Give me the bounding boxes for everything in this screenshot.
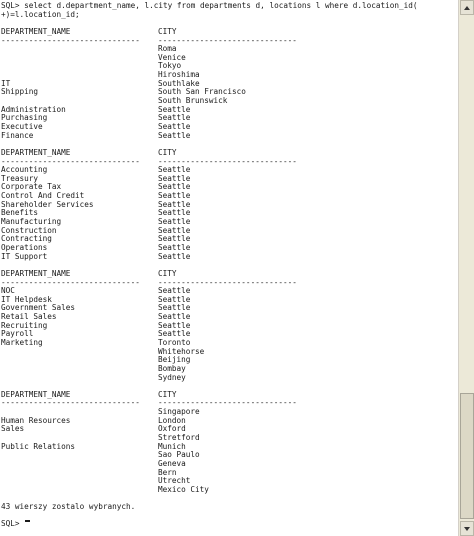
table-row: [1, 201, 418, 210]
table-row: [1, 296, 418, 305]
city-cell: Seattle: [158, 295, 191, 304]
table-row: [1, 451, 418, 460]
table-row: [1, 71, 418, 80]
sql-query-line: +)=l.location_id;: [1, 9, 80, 19]
table-row: [1, 45, 418, 54]
city-cell: Whitehorse: [158, 347, 205, 356]
city-cell: Seattle: [158, 122, 191, 131]
city-cell: Munich: [158, 442, 186, 451]
city-cell: CITY: [158, 269, 177, 278]
department-name-cell: Manufacturing: [1, 218, 62, 227]
table-row: [1, 374, 418, 383]
city-cell: South San Francisco: [158, 88, 246, 97]
department-name-cell: [1, 71, 158, 80]
department-name-cell: Public Relations: [1, 442, 76, 451]
table-row: [1, 356, 418, 365]
department-name-cell: Executive: [1, 122, 43, 131]
table-row: [1, 253, 418, 262]
city-cell: Sao Paulo: [158, 451, 200, 460]
city-cell: CITY: [158, 148, 177, 157]
department-name-cell: Government Sales: [1, 304, 76, 313]
department-name-cell: Retail Sales: [1, 313, 57, 322]
table-row: [1, 97, 418, 106]
table-row: [1, 88, 418, 97]
department-name-cell: Contracting: [1, 235, 52, 244]
table-row: [1, 244, 418, 253]
department-name-cell: ------------------------------: [1, 399, 140, 408]
row-count-message: 43 wierszy zostalo wybranych.: [1, 502, 136, 512]
department-name-cell: IT Support: [1, 252, 48, 261]
city-cell: Toronto: [158, 338, 191, 347]
column-header-row: [1, 149, 418, 158]
scroll-up-button[interactable]: [460, 0, 474, 15]
table-row: [1, 460, 418, 469]
department-name-cell: [1, 54, 158, 63]
department-name-cell: [1, 45, 158, 54]
city-cell: Seattle: [158, 131, 191, 140]
department-name-cell: Marketing: [1, 338, 43, 347]
city-cell: CITY: [158, 27, 177, 36]
department-name-cell: Control And Credit: [1, 192, 85, 201]
table-row: [1, 425, 418, 434]
table-row: [1, 469, 418, 478]
table-row: [1, 166, 418, 175]
department-name-cell: [1, 365, 158, 374]
city-cell: Geneva: [158, 459, 186, 468]
blank-line: [1, 140, 418, 149]
department-name-cell: Finance: [1, 131, 34, 140]
table-row: [1, 486, 418, 495]
blank-line: [1, 19, 418, 28]
department-name-cell: [1, 477, 158, 486]
column-header-row: [1, 28, 418, 37]
department-name-cell: Corporate Tax: [1, 183, 62, 192]
table-row: [1, 183, 418, 192]
separator-row: [1, 399, 418, 408]
table-row: [1, 175, 418, 184]
department-name-cell: DEPARTMENT_NAME: [1, 390, 71, 399]
city-cell: Seattle: [158, 218, 191, 227]
department-name-cell: Purchasing: [1, 114, 48, 123]
city-cell: Bombay: [158, 364, 186, 373]
city-cell: Seattle: [158, 174, 191, 183]
city-cell: Seattle: [158, 287, 191, 296]
department-name-cell: DEPARTMENT_NAME: [1, 27, 71, 36]
table-row: [1, 54, 418, 63]
table-row: [1, 477, 418, 486]
city-cell: Seattle: [158, 209, 191, 218]
city-cell: ------------------------------: [158, 157, 297, 166]
table-row: [1, 443, 418, 452]
department-name-cell: IT Helpdesk: [1, 295, 52, 304]
column-header-row: [1, 391, 418, 400]
table-row: [1, 227, 418, 236]
department-name-cell: Recruiting: [1, 321, 48, 330]
city-cell: Oxford: [158, 425, 186, 434]
department-name-cell: [1, 434, 158, 443]
separator-row: [1, 37, 418, 46]
city-cell: Seattle: [158, 304, 191, 313]
department-name-cell: DEPARTMENT_NAME: [1, 269, 71, 278]
city-cell: Seattle: [158, 252, 191, 261]
department-name-cell: [1, 451, 158, 460]
table-row: [1, 330, 418, 339]
city-cell: ------------------------------: [158, 278, 297, 287]
department-name-cell: DEPARTMENT_NAME: [1, 148, 71, 157]
city-cell: South Brunswick: [158, 97, 228, 106]
vertical-scrollbar[interactable]: [458, 0, 474, 536]
text-cursor: [25, 520, 30, 522]
scrollbar-thumb[interactable]: [460, 393, 474, 519]
city-cell: Seattle: [158, 192, 191, 201]
city-cell: Mexico City: [158, 485, 209, 494]
arrow-up-icon: [464, 6, 470, 10]
department-name-cell: [1, 408, 158, 417]
department-name-cell: ------------------------------: [1, 278, 140, 287]
department-name-cell: IT: [1, 79, 11, 88]
city-cell: Singapore: [158, 408, 200, 417]
city-cell: Stretford: [158, 434, 200, 443]
table-row: [1, 62, 418, 71]
scroll-down-button[interactable]: [460, 521, 474, 536]
department-name-cell: [1, 97, 158, 106]
department-name-cell: [1, 356, 158, 365]
city-cell: ------------------------------: [158, 36, 297, 45]
department-name-cell: [1, 460, 158, 469]
department-name-cell: Construction: [1, 226, 57, 235]
table-row: [1, 123, 418, 132]
department-name-cell: ------------------------------: [1, 36, 140, 45]
city-cell: Seattle: [158, 313, 191, 322]
department-name-cell: [1, 469, 158, 478]
city-cell: Seattle: [158, 200, 191, 209]
table-row: [1, 339, 418, 348]
sql-query-line: SQL> select d.department_name, l.city from departments d, locations l where d.location_id(: [1, 1, 418, 10]
department-name-cell: Shareholder Services: [1, 200, 94, 209]
city-cell: Bern: [158, 468, 177, 477]
separator-row: [1, 279, 418, 288]
department-name-cell: Payroll: [1, 330, 34, 339]
blank-line: [1, 261, 418, 270]
city-cell: Hiroshima: [158, 71, 200, 80]
table-row: [1, 80, 418, 89]
city-cell: Seattle: [158, 183, 191, 192]
department-name-cell: Treasury: [1, 174, 39, 183]
console-output: [1, 2, 418, 529]
table-row: [1, 417, 418, 426]
city-cell: Seattle: [158, 114, 191, 123]
table-row: [1, 132, 418, 141]
city-cell: Southlake: [158, 79, 200, 88]
table-row: [1, 322, 418, 331]
department-name-cell: Accounting: [1, 166, 48, 175]
blank-line: [1, 512, 418, 521]
department-name-cell: Shipping: [1, 88, 39, 97]
table-row: [1, 434, 418, 443]
city-cell: Sydney: [158, 373, 186, 382]
sql-prompt: SQL>: [1, 519, 25, 529]
separator-row: [1, 158, 418, 167]
city-cell: Seattle: [158, 226, 191, 235]
table-row: [1, 408, 418, 417]
table-row: [1, 235, 418, 244]
table-row: [1, 218, 418, 227]
department-name-cell: [1, 374, 158, 383]
table-row: [1, 106, 418, 115]
table-row: [1, 192, 418, 201]
table-row: [1, 313, 418, 322]
department-name-cell: Human Resources: [1, 416, 71, 425]
city-cell: ------------------------------: [158, 399, 297, 408]
city-cell: Utrecht: [158, 477, 191, 486]
department-name-cell: NOC: [1, 287, 15, 296]
city-cell: Seattle: [158, 105, 191, 114]
column-header-row: [1, 270, 418, 279]
department-name-cell: Sales: [1, 425, 25, 434]
city-cell: Seattle: [158, 235, 191, 244]
blank-line: [1, 382, 418, 391]
department-name-cell: [1, 486, 158, 495]
table-row: [1, 348, 418, 357]
department-name-cell: Operations: [1, 243, 48, 252]
department-name-cell: Benefits: [1, 209, 39, 218]
table-row: [1, 365, 418, 374]
city-cell: Venice: [158, 53, 186, 62]
table-row: [1, 304, 418, 313]
table-row: [1, 114, 418, 123]
department-name-cell: [1, 62, 158, 71]
city-cell: CITY: [158, 390, 177, 399]
table-row: [1, 209, 418, 218]
department-name-cell: Administration: [1, 105, 66, 114]
city-cell: Seattle: [158, 243, 191, 252]
city-cell: Seattle: [158, 166, 191, 175]
table-row: [1, 287, 418, 296]
city-cell: London: [158, 416, 186, 425]
city-cell: Beijing: [158, 356, 191, 365]
city-cell: Roma: [158, 45, 177, 54]
city-cell: Seattle: [158, 330, 191, 339]
department-name-cell: ------------------------------: [1, 157, 140, 166]
city-cell: Seattle: [158, 321, 191, 330]
city-cell: Tokyo: [158, 62, 182, 71]
arrow-down-icon: [464, 527, 470, 531]
department-name-cell: [1, 348, 158, 357]
